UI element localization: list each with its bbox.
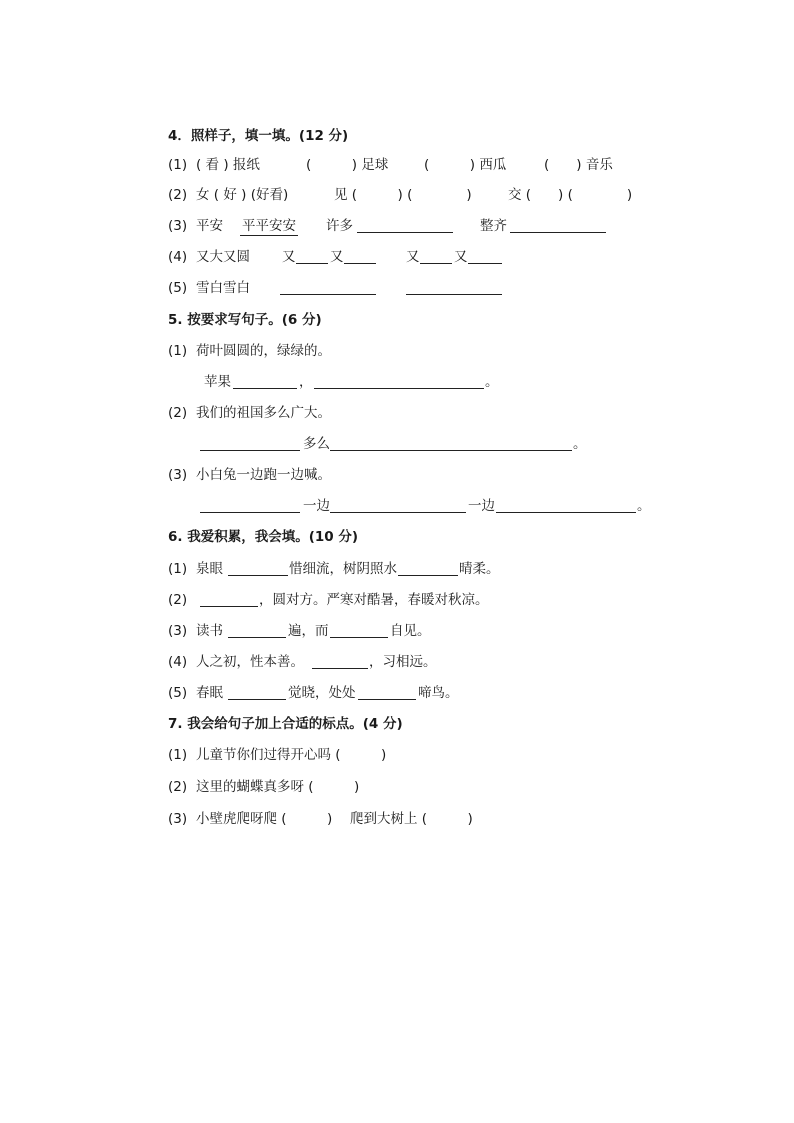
q6-l3-blank-1[interactable] <box>228 637 286 638</box>
q6-l5-blank-2[interactable] <box>358 699 416 700</box>
q6-l1-blank-1[interactable] <box>228 575 288 576</box>
q4-r2-blank-c[interactable]: 交 ( ) ( ) <box>508 187 633 203</box>
q6-l5-blank-1[interactable] <box>228 699 286 700</box>
q6-l1-b: 惜细流，树阴照水 <box>289 561 397 577</box>
q5-s3-blank-2[interactable] <box>330 512 466 513</box>
q4-r4-you-2: 又 <box>330 249 344 265</box>
q7-l3-num: (3) <box>168 811 188 827</box>
q4-r4-blank-3[interactable] <box>420 263 452 264</box>
q7-l2-num: (2) <box>168 779 188 795</box>
q4-r3-label-b: 许多 <box>326 218 353 234</box>
q4-r3-num: (3) <box>168 218 188 234</box>
q5-s2-mid: 多么 <box>303 436 330 452</box>
q6-l3-a: 读书 <box>196 623 223 639</box>
q4-r3-word: 平安 <box>196 218 223 234</box>
q4-r4-num: (4) <box>168 249 188 265</box>
q4-r1-blank-c[interactable]: ( ) 西瓜 <box>424 157 507 173</box>
q6-l5-b: 觉晓，处处 <box>288 685 356 701</box>
q5-s1-blank-2[interactable] <box>314 388 484 389</box>
q5-s3-end: 。 <box>637 498 651 514</box>
q5-s1-comma: ， <box>299 374 313 390</box>
q7-title: 7. 我会给句子加上合适的标点。(4 分) <box>168 716 403 732</box>
q4-r4-blank-4[interactable] <box>468 263 502 264</box>
q4-r4-you-3: 又 <box>406 249 420 265</box>
q5-s3-text: 小白兔一边跑一边喊。 <box>196 467 331 483</box>
q6-l2-num: (2) <box>168 592 188 608</box>
q5-s2-blank-2[interactable] <box>330 450 572 451</box>
q4-r2-num: (2) <box>168 187 188 203</box>
q5-s1-end: 。 <box>485 374 499 390</box>
q6-l1-c: 晴柔。 <box>459 561 500 577</box>
q4-r5-blank-2[interactable] <box>406 294 502 295</box>
q4-r4-you-4: 又 <box>454 249 468 265</box>
q6-l2-blank-1[interactable] <box>200 606 258 607</box>
q5-s3-blank-3[interactable] <box>496 512 636 513</box>
q4-r3-blank-b[interactable] <box>357 232 453 233</box>
q4-title: 4．照样子，填一填。(12 分) <box>168 128 349 144</box>
q5-s1-start: 苹果 <box>204 374 231 390</box>
q5-s1-blank-1[interactable] <box>233 388 297 389</box>
q7-l1-num: (1) <box>168 747 188 763</box>
q6-l3-num: (3) <box>168 623 188 639</box>
q4-r2-example: 女 ( 好 ) (好看) <box>196 187 289 203</box>
q7-l2-text[interactable]: 这里的蝴蝶真多呀 ( ) <box>196 779 360 795</box>
q4-r4-you-1: 又 <box>282 249 296 265</box>
q5-s2-end: 。 <box>573 436 587 452</box>
q6-l5-a: 春眠 <box>196 685 223 701</box>
q7-l3-b[interactable]: 爬到大树上 ( ) <box>350 811 473 827</box>
q5-s3-mid-2: 一边 <box>468 498 495 514</box>
q6-l4-b: ，习相远。 <box>369 654 437 670</box>
q5-s1-text: 荷叶圆圆的，绿绿的。 <box>196 343 331 359</box>
q4-r5-example: 雪白雪白 <box>196 280 250 296</box>
q4-r4-blank-1[interactable] <box>296 263 328 264</box>
q5-s2-text: 我们的祖国多么广大。 <box>196 405 331 421</box>
q6-l2-b: ，圆对方。严寒对酷暑，春暖对秋凉。 <box>259 592 489 608</box>
q4-r4-example: 又大又圆 <box>196 249 250 265</box>
q5-title: 5. 按要求写句子。(6 分) <box>168 312 322 328</box>
q6-l1-a: 泉眼 <box>196 561 223 577</box>
q4-r3-label-c: 整齐 <box>480 218 507 234</box>
q5-s3-num: (3) <box>168 467 188 483</box>
q4-r2-blank-b[interactable]: 见 ( ) ( ) <box>334 187 472 203</box>
q6-l1-blank-2[interactable] <box>398 575 458 576</box>
q5-s2-blank-1[interactable] <box>200 450 300 451</box>
q7-l1-text[interactable]: 儿童节你们过得开心吗 ( ) <box>196 747 387 763</box>
q4-r1-blank-d[interactable]: ( ) 音乐 <box>544 157 613 173</box>
q7-l3-a[interactable]: 小壁虎爬呀爬 ( ) <box>196 811 333 827</box>
q6-l3-c: 自见。 <box>390 623 431 639</box>
q5-s2-num: (2) <box>168 405 188 421</box>
q4-r3-blank-c[interactable] <box>510 232 606 233</box>
q6-l1-num: (1) <box>168 561 188 577</box>
q4-r1-blank-b[interactable]: ( ) 足球 <box>306 157 389 173</box>
q6-l4-a: 人之初，性本善。 <box>196 654 304 670</box>
q6-l4-blank-1[interactable] <box>312 668 368 669</box>
q6-l3-blank-2[interactable] <box>330 637 388 638</box>
q4-r5-num: (5) <box>168 280 188 296</box>
q4-r5-blank-1[interactable] <box>280 294 376 295</box>
q5-s1-num: (1) <box>168 343 188 359</box>
q6-l5-c: 啼鸟。 <box>418 685 459 701</box>
q6-l5-num: (5) <box>168 685 188 701</box>
q6-l3-b: 遍，而 <box>288 623 329 639</box>
q4-r3-answer: 平平安安 <box>242 218 296 234</box>
q6-title: 6. 我爱积累，我会填。(10 分) <box>168 529 359 545</box>
q5-s3-blank-1[interactable] <box>200 512 300 513</box>
q4-r1-example: ( 看 ) 报纸 <box>196 157 260 173</box>
q4-r4-blank-2[interactable] <box>344 263 376 264</box>
q5-s3-mid-1: 一边 <box>303 498 330 514</box>
q4-r1-num: (1) <box>168 157 188 173</box>
q6-l4-num: (4) <box>168 654 188 670</box>
